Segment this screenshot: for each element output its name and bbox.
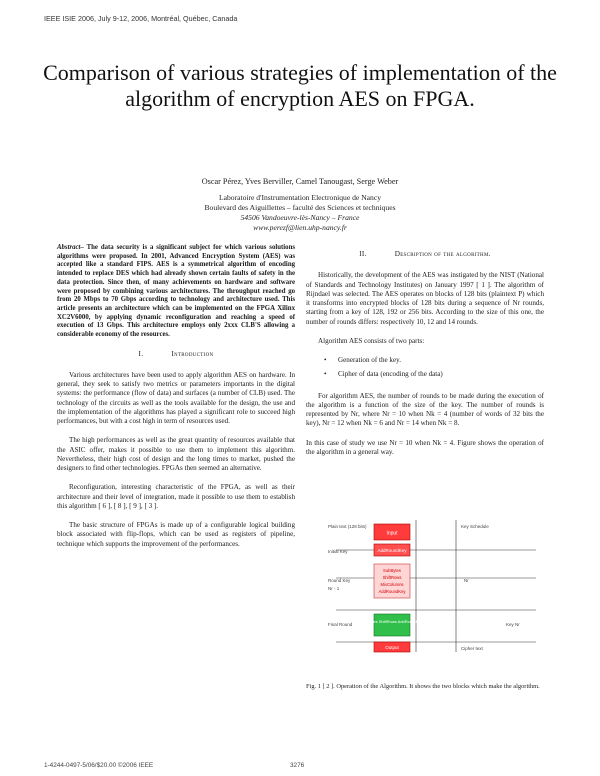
nr-label: Nr — [464, 578, 469, 583]
list-item-text: Cipher of data (encoding of the data) — [338, 370, 443, 379]
abstract — [57, 244, 295, 340]
affiliation-address1: Boulevard des Aiguillettes – faculté des Sciences et techniques — [204, 203, 396, 212]
cipher-label: Cipher text — [461, 646, 483, 651]
algo-paragraph-1: Historically, the development of the AES was instigated by the NIST (National of Standards and Technology Institutes) on January 1997 [ 1 ]. The algorithm of Rijndael was selected. The AES operates on blocks of 128 bits (plaintext P) which it transforms into encrypted blocks of 128 bits during a sequence of Nr rounds, starting from a key of 128, 192 or 256 bits. According to the size of this one, the number of rounds differs: respectively 10, 12 and 14 rounds. — [306, 271, 544, 326]
page-number: 3276 — [290, 762, 305, 769]
add-round-key2-label: AddRoundKey — [378, 589, 406, 594]
key-nr-label: Key Nr — [506, 622, 520, 627]
intro-paragraph-3: Reconfiguration, interesting characteristic of the FPGA, as well as their architecture and their level of integration, made it possible to use them to establish this algorithm [ 6 ], [ 8 ], [ 9 ], [ 3 ]. — [57, 483, 295, 510]
add-round-key-label: AddRoundKey — [377, 548, 407, 553]
algo-paragraph-3: For algorithm AES, the number of rounds to be made during the execution of the algorithm is a function of the size of the key. The number of rounds is represented by Nr, where Nr = 10 when Nk = 4 (number of words of 32 bits the key), Nr = 12 when Nk = 6 and Nr = 14 when Nk = 8. — [306, 391, 544, 428]
intro-paragraph-1: Various architectures have been used to apply algorithm AES on hardware. In general, they seek to satisfy two metrics or parameters importants in the digital systems: the performance (flow of data) and surfaces (a number of CLB) used. The technology of the circuits as well as the tools available for the design, the use and the implementation of the algorithms has played a significant role to succeed high performances, but with a cost high in term of resources used. — [57, 370, 295, 426]
affiliation-address2: 54506 Vandoeuvre-lès-Nancy – France — [240, 213, 360, 222]
affiliation-web[interactable]: www.perezf@lien.uhp-nancy.fr — [253, 223, 347, 232]
algorithm-parts-list — [324, 356, 544, 380]
abstract-text: The data security is a significant subject for which various solutions algorithms were proposed. In 2001, Advanced Encryption System (AES) was accepted like a standard FIPS. AES is a symmetrical algorithm of encoding intended to replace DES which had already shown certain faults of safety in the data protection. Since then, of many achievements on hardware and software were proposed by combining various architectures. The throughput reached go from 20 Mbps to 70 Gbps according to technology and architecture used. This article presents an architecture which can be implemented on the FPGA Xilinx XC2V6000, by applying dynamic reconfiguration and reaching a speed of execution of 13 Gbps. This architecture employs only 2xxx CLB'S allowing a considerable economy of the resources. — [57, 244, 295, 339]
input-label: Input — [386, 530, 398, 537]
section-number: I. — [138, 349, 144, 358]
initial-key-label: Initial Key — [328, 549, 348, 554]
figure-caption: Fig. 1 [ 2 ]. Operation of the Algorithm. It shows the two blocks which make the algorithm. — [306, 683, 540, 690]
section-heading-algorithm — [306, 250, 544, 259]
key-schedule-label: Key Schedule — [461, 524, 489, 529]
sub-bytes-label: SubBytes — [383, 568, 401, 573]
right-column — [306, 250, 544, 467]
output-label: Output — [385, 645, 399, 650]
final-box-label: SubBytes ShiftRows AddRoundKey — [360, 619, 424, 624]
algo-paragraph-4: In this case of study we use Nr = 10 when Nk = 4. Figure shows the operation of the algorithm in a general way. — [306, 438, 544, 456]
shift-rows-label: ShiftRows — [382, 575, 402, 580]
affiliation — [0, 193, 600, 233]
intro-paragraph-2: The high performances as well as the great quantity of resources available that the ASIC offer, makes it possible to use them to implement this algorithm. Nevertheless, their high cost of design and the long times to market, pushed the designers to find other technologies. FPGAs then seemed an alternative. — [57, 436, 295, 473]
paper-title: Comparison of various strategies of implementation of the algorithm of encryption AES on FPGA. — [43, 60, 557, 111]
section-number: II. — [359, 250, 367, 258]
section-title: Introduction — [171, 349, 214, 358]
conference-header: IEEE ISIE 2006, July 9-12, 2006, Montréal, Québec, Canada — [44, 14, 238, 23]
left-column — [57, 244, 295, 559]
bullet-icon: • — [324, 356, 327, 364]
affiliation-lab: Laboratoire d'Instrumentation Electronique de Nancy — [218, 193, 382, 202]
list-item-text: Generation of the key. — [338, 356, 401, 364]
final-round-box — [374, 614, 410, 636]
bullet-icon: • — [324, 370, 327, 379]
abstract-lead: Abstract– — [57, 244, 84, 251]
footer-copyright: 1-4244-0497-5/06/$20.00 ©2006 IEEE — [44, 762, 154, 769]
algorithm-figure — [306, 514, 546, 654]
section-title: Description of the algorithm. — [394, 250, 491, 258]
plaintext-label: Plain text (128 bits) — [328, 524, 367, 529]
list-item — [324, 356, 544, 365]
nr-minus-label: Nr - 1 — [328, 586, 340, 591]
algo-paragraph-2: Algorithm AES consists of two parts: — [318, 336, 425, 345]
mix-columns-label: MixColumns — [380, 582, 404, 587]
final-round-label: Final Round — [328, 622, 353, 627]
intro-paragraph-4: The basic structure of FPGAs is made up of a configurable logical building block associated with flip-flops, which can be used as registers of pipeline, technique which supports the improvement of the performances. — [57, 521, 295, 548]
authors: Oscar Pérez, Yves Berviller, Camel Tanougast, Serge Weber — [201, 177, 399, 186]
list-item — [324, 370, 544, 379]
section-heading-introduction — [57, 350, 295, 359]
round-key-label: Round Key — [328, 578, 351, 583]
